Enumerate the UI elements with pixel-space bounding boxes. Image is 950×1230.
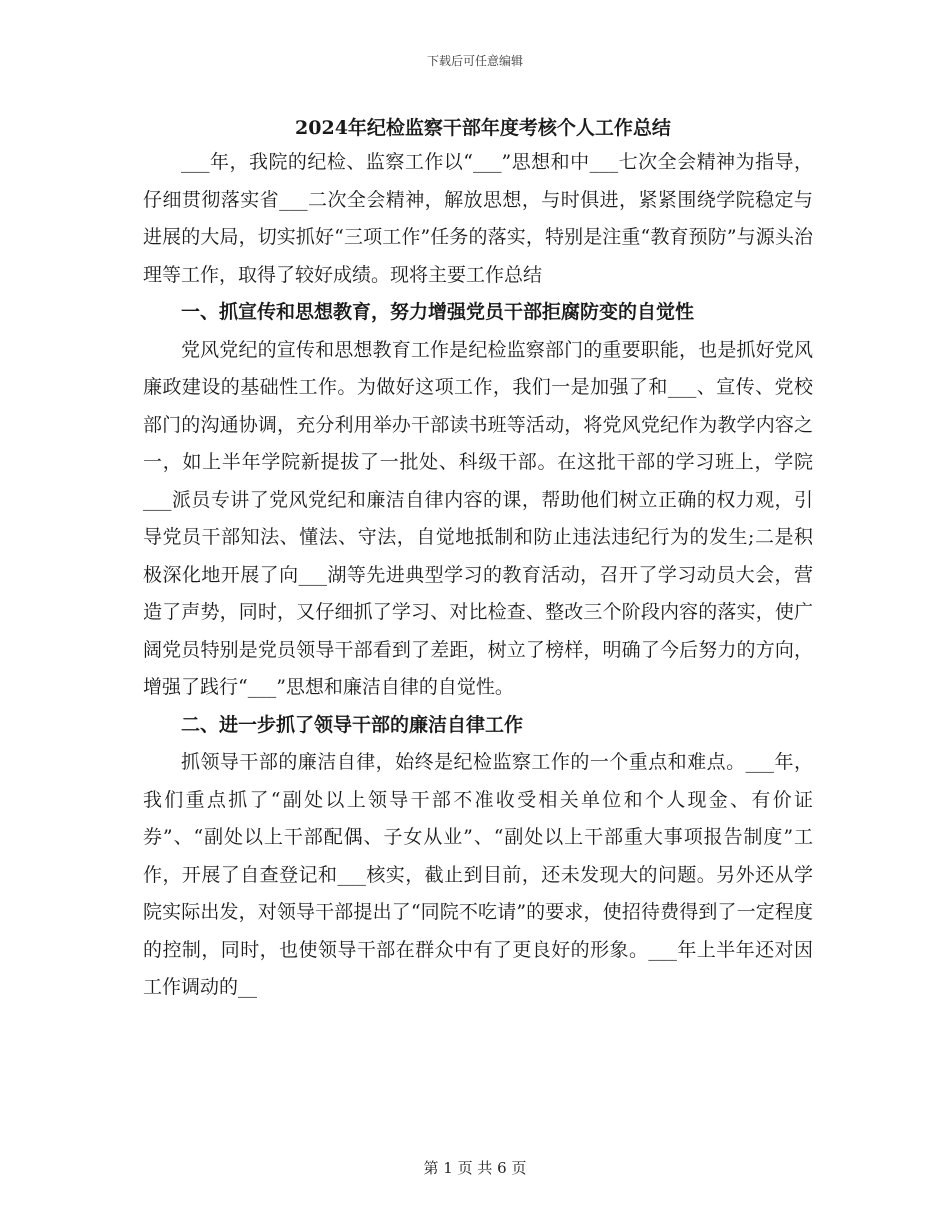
section-1-paragraph: 党风党纪的宣传和思想教育工作是纪检监察部门的重要职能，也是抓好党风廉政建设的基础性工作。为做好这项工作，我们一是加强了和___、宣传、党校部门的沟通协调，充分利用举办干部读书班等活动，将党风党纪作为教学内容之一，如上半年学院新提拔了一批处、科级干部。在这批干部的学习班上，学院___派员专讲了党风党纪和廉洁自律内容的课，帮助他们树立正确的权力观，引导党员干部知法、懂法、守法，自觉地抵制和防止违法违纪行为的发生;二是积极深化地开展了向___湖等先进典型学习的教育活动，召开了学习动员大会，营造了声势，同时，又仔细抓了学习、对比检查、整改三个阶段内容的落实，使广阔党员特别是党员领导干部看到了差距，树立了榜样，明确了今后努力的方向，增强了践行“___”思想和廉洁自律的自觉性。 xyxy=(143,338,813,698)
document-title: 2024年纪检监察干部年度考核个人工作总结 xyxy=(295,117,671,139)
page-number: 第 1 页 共 6 页 xyxy=(423,1159,527,1177)
page-header xyxy=(0,52,950,69)
header-note: 下载后可任意编辑 xyxy=(426,54,523,68)
section-2-paragraph: 抓领导干部的廉洁自律，始终是纪检监察工作的一个重点和难点。___年，我们重点抓了“副处以上领导干部不准收受相关单位和个人现金、有价证券”、“副处以上干部配偶、子女从业”、“副处以上干部重大事项报告制度”工作，开展了自查登记和___核实，截止到目前，还未发现大的问题。另外还从学院实际出发，对领导干部提出了“同院不吃请”的要求，使招待费得到了一定程度的控制，同时，也使领导干部在群众中有了更良好的形象。___年上半年还对因工作调动的__ xyxy=(143,751,813,998)
page-footer xyxy=(0,1157,950,1178)
intro-paragraph: ___年，我院的纪检、监察工作以“___”思想和中___七次全会精神为指导，仔细贯彻落实省___二次全会精神，解放思想，与时俱进，紧紧围绕学院稳定与进展的大局，切实抓好“三项工作”任务的落实，特别是注重“教育预防”与源头治理等工作，取得了较好成绩。现将主要工作总结 xyxy=(143,151,813,286)
section-1-heading: 一、抓宣传和思想教育，努力增强党员干部拒腐防变的自觉性 xyxy=(181,301,695,323)
section-2-heading: 二、进一步抓了领导干部的廉洁自律工作 xyxy=(181,713,524,736)
document-body xyxy=(143,112,813,1007)
